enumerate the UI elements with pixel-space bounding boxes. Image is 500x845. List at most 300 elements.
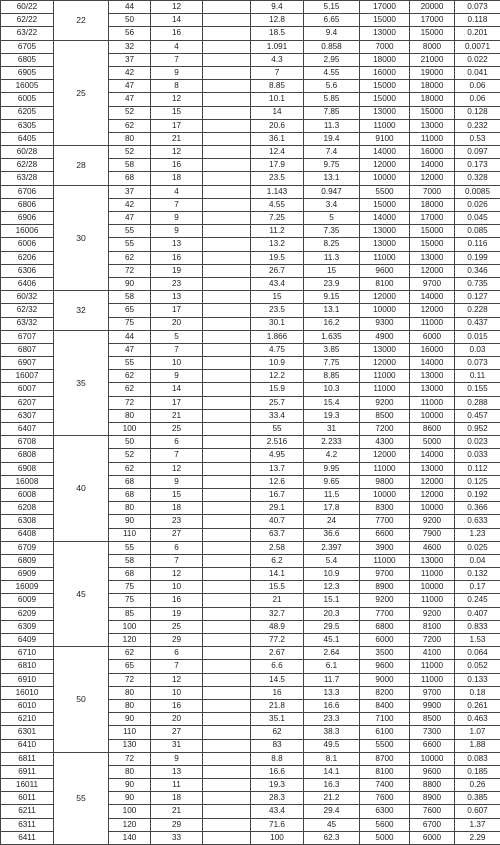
dynamic-load-cell: 30.1 (251, 317, 304, 330)
oil-speed-cell: 7200 (410, 634, 455, 647)
outer-diameter-cell: 90 (109, 713, 151, 726)
bearing-code-cell: 6010 (1, 699, 54, 712)
weight-cell: 0.11 (455, 370, 500, 383)
weight-cell: 0.833 (455, 620, 500, 633)
grease-speed-cell: 13000 (360, 27, 410, 40)
oil-speed-cell: 8800 (410, 779, 455, 792)
dynamic-load-cell: 6.2 (251, 554, 304, 567)
oil-speed-cell: 20000 (410, 1, 455, 14)
bearing-code-cell: 6308 (1, 515, 54, 528)
grease-speed-cell: 5500 (360, 185, 410, 198)
weight-cell: 0.735 (455, 277, 500, 290)
table-row (1, 436, 500, 449)
outer-diameter-cell: 62 (109, 462, 151, 475)
oil-speed-cell: 13000 (410, 251, 455, 264)
bearing-code-cell: 16007 (1, 370, 54, 383)
grease-speed-cell: 3500 (360, 647, 410, 660)
width-cell: 18 (151, 792, 203, 805)
grease-speed-cell: 8500 (360, 409, 410, 422)
blank-cell (203, 462, 251, 475)
weight-cell: 0.53 (455, 132, 500, 145)
blank-cell (203, 119, 251, 132)
bearing-code-cell: 6009 (1, 594, 54, 607)
weight-cell: 0.127 (455, 291, 500, 304)
weight-cell: 0.112 (455, 462, 500, 475)
width-cell: 17 (151, 396, 203, 409)
grease-speed-cell: 13000 (360, 106, 410, 119)
weight-cell: 0.201 (455, 27, 500, 40)
dynamic-load-cell: 7.25 (251, 212, 304, 225)
static-load-cell: 8.25 (304, 238, 360, 251)
outer-diameter-cell: 58 (109, 554, 151, 567)
width-cell: 12 (151, 673, 203, 686)
bearing-code-cell: 6709 (1, 541, 54, 554)
dynamic-load-cell: 77.2 (251, 634, 304, 647)
oil-speed-cell: 9900 (410, 699, 455, 712)
oil-speed-cell: 9600 (410, 765, 455, 778)
dynamic-load-cell: 4.75 (251, 343, 304, 356)
grease-speed-cell: 9600 (360, 264, 410, 277)
outer-diameter-cell: 42 (109, 198, 151, 211)
static-load-cell: 3.4 (304, 198, 360, 211)
dynamic-load-cell: 83 (251, 739, 304, 752)
weight-cell: 0.155 (455, 383, 500, 396)
oil-speed-cell: 9700 (410, 277, 455, 290)
grease-speed-cell: 7000 (360, 40, 410, 53)
static-load-cell: 6.65 (304, 14, 360, 27)
dynamic-load-cell: 12.6 (251, 475, 304, 488)
dynamic-load-cell: 63.7 (251, 528, 304, 541)
outer-diameter-cell: 55 (109, 541, 151, 554)
bearing-code-cell: 6205 (1, 106, 54, 119)
grease-speed-cell: 6100 (360, 726, 410, 739)
static-load-cell: 11.3 (304, 119, 360, 132)
width-cell: 20 (151, 713, 203, 726)
width-cell: 33 (151, 831, 203, 844)
weight-cell: 0.328 (455, 172, 500, 185)
weight-cell: 0.052 (455, 660, 500, 673)
outer-diameter-cell: 62 (109, 647, 151, 660)
weight-cell: 0.18 (455, 686, 500, 699)
weight-cell: 1.53 (455, 634, 500, 647)
static-load-cell: 2.64 (304, 647, 360, 660)
weight-cell: 0.232 (455, 119, 500, 132)
static-load-cell: 38.3 (304, 726, 360, 739)
outer-diameter-cell: 75 (109, 594, 151, 607)
outer-diameter-cell: 37 (109, 53, 151, 66)
blank-cell (203, 409, 251, 422)
grease-speed-cell: 6000 (360, 634, 410, 647)
oil-speed-cell: 17000 (410, 212, 455, 225)
dynamic-load-cell: 4.95 (251, 449, 304, 462)
dynamic-load-cell: 2.58 (251, 541, 304, 554)
static-load-cell: 17.8 (304, 502, 360, 515)
dynamic-load-cell: 23.5 (251, 304, 304, 317)
static-load-cell: 15 (304, 264, 360, 277)
inner-diameter-cell: 45 (54, 541, 109, 647)
weight-cell: 0.199 (455, 251, 500, 264)
static-load-cell: 29.5 (304, 620, 360, 633)
oil-speed-cell: 16000 (410, 146, 455, 159)
bearing-code-cell: 6410 (1, 739, 54, 752)
bearing-code-cell: 63/22 (1, 27, 54, 40)
grease-speed-cell: 4900 (360, 330, 410, 343)
oil-speed-cell: 6000 (410, 330, 455, 343)
dynamic-load-cell: 62 (251, 726, 304, 739)
dynamic-load-cell: 15.5 (251, 581, 304, 594)
blank-cell (203, 620, 251, 633)
bearing-code-cell: 6707 (1, 330, 54, 343)
grease-speed-cell: 9700 (360, 568, 410, 581)
outer-diameter-cell: 58 (109, 291, 151, 304)
oil-speed-cell: 18000 (410, 80, 455, 93)
width-cell: 6 (151, 647, 203, 660)
blank-cell (203, 238, 251, 251)
dynamic-load-cell: 10.1 (251, 93, 304, 106)
static-load-cell: 9.15 (304, 291, 360, 304)
weight-cell: 0.228 (455, 304, 500, 317)
oil-speed-cell: 15000 (410, 225, 455, 238)
oil-speed-cell: 8600 (410, 423, 455, 436)
grease-speed-cell: 10000 (360, 172, 410, 185)
static-load-cell: 11.7 (304, 673, 360, 686)
blank-cell (203, 80, 251, 93)
outer-diameter-cell: 80 (109, 699, 151, 712)
oil-speed-cell: 14000 (410, 159, 455, 172)
width-cell: 10 (151, 581, 203, 594)
blank-cell (203, 594, 251, 607)
grease-speed-cell: 8100 (360, 765, 410, 778)
oil-speed-cell: 9700 (410, 686, 455, 699)
grease-speed-cell: 10000 (360, 304, 410, 317)
grease-speed-cell: 11000 (360, 251, 410, 264)
static-load-cell: 15.1 (304, 594, 360, 607)
static-load-cell: 16.3 (304, 779, 360, 792)
weight-cell: 0.132 (455, 568, 500, 581)
blank-cell (203, 515, 251, 528)
inner-diameter-cell: 55 (54, 752, 109, 844)
oil-speed-cell: 7900 (410, 528, 455, 541)
grease-speed-cell: 5000 (360, 831, 410, 844)
outer-diameter-cell: 110 (109, 726, 151, 739)
bearing-code-cell: 62/32 (1, 304, 54, 317)
dynamic-load-cell: 16 (251, 686, 304, 699)
weight-cell: 1.23 (455, 528, 500, 541)
bearing-code-cell: 6411 (1, 831, 54, 844)
table-row (1, 40, 500, 53)
outer-diameter-cell: 65 (109, 304, 151, 317)
width-cell: 15 (151, 488, 203, 501)
static-load-cell: 49.5 (304, 739, 360, 752)
oil-speed-cell: 16000 (410, 343, 455, 356)
weight-cell: 0.407 (455, 607, 500, 620)
oil-speed-cell: 12000 (410, 172, 455, 185)
outer-diameter-cell: 62 (109, 119, 151, 132)
weight-cell: 0.185 (455, 765, 500, 778)
blank-cell (203, 568, 251, 581)
static-load-cell: 36.6 (304, 528, 360, 541)
dynamic-load-cell: 55 (251, 423, 304, 436)
dynamic-load-cell: 12.4 (251, 146, 304, 159)
grease-speed-cell: 9300 (360, 317, 410, 330)
oil-speed-cell: 8500 (410, 713, 455, 726)
bearing-code-cell: 6008 (1, 488, 54, 501)
oil-speed-cell: 7300 (410, 726, 455, 739)
outer-diameter-cell: 68 (109, 488, 151, 501)
inner-diameter-cell: 32 (54, 291, 109, 331)
static-load-cell: 16.2 (304, 317, 360, 330)
static-load-cell: 6.1 (304, 660, 360, 673)
width-cell: 5 (151, 330, 203, 343)
grease-speed-cell: 6300 (360, 805, 410, 818)
dynamic-load-cell: 12.2 (251, 370, 304, 383)
weight-cell: 0.033 (455, 449, 500, 462)
grease-speed-cell: 8300 (360, 502, 410, 515)
static-load-cell: 8.1 (304, 752, 360, 765)
bearing-code-cell: 16005 (1, 80, 54, 93)
static-load-cell: 2.95 (304, 53, 360, 66)
dynamic-load-cell: 16.6 (251, 765, 304, 778)
weight-cell: 0.437 (455, 317, 500, 330)
bearing-code-cell: 6011 (1, 792, 54, 805)
width-cell: 6 (151, 436, 203, 449)
blank-cell (203, 330, 251, 343)
static-load-cell: 23.3 (304, 713, 360, 726)
static-load-cell: 0.947 (304, 185, 360, 198)
width-cell: 21 (151, 409, 203, 422)
dynamic-load-cell: 16.7 (251, 488, 304, 501)
oil-speed-cell: 11000 (410, 594, 455, 607)
oil-speed-cell: 13000 (410, 462, 455, 475)
inner-diameter-cell: 22 (54, 1, 109, 41)
dynamic-load-cell: 18.5 (251, 27, 304, 40)
width-cell: 16 (151, 594, 203, 607)
weight-cell: 0.952 (455, 423, 500, 436)
bearing-code-cell: 6806 (1, 198, 54, 211)
oil-speed-cell: 8000 (410, 40, 455, 53)
static-load-cell: 8.85 (304, 370, 360, 383)
outer-diameter-cell: 85 (109, 607, 151, 620)
outer-diameter-cell: 52 (109, 449, 151, 462)
bearing-code-cell: 6405 (1, 132, 54, 145)
oil-speed-cell: 18000 (410, 93, 455, 106)
weight-cell: 0.097 (455, 146, 500, 159)
width-cell: 7 (151, 198, 203, 211)
blank-cell (203, 765, 251, 778)
blank-cell (203, 541, 251, 554)
bearing-code-cell: 6811 (1, 752, 54, 765)
blank-cell (203, 93, 251, 106)
dynamic-load-cell: 28.3 (251, 792, 304, 805)
oil-speed-cell: 8100 (410, 620, 455, 633)
outer-diameter-cell: 62 (109, 370, 151, 383)
bearing-code-cell: 6209 (1, 607, 54, 620)
grease-speed-cell: 9000 (360, 673, 410, 686)
width-cell: 16 (151, 159, 203, 172)
blank-cell (203, 185, 251, 198)
oil-speed-cell: 5000 (410, 436, 455, 449)
outer-diameter-cell: 72 (109, 264, 151, 277)
width-cell: 27 (151, 726, 203, 739)
blank-cell (203, 53, 251, 66)
oil-speed-cell: 12000 (410, 488, 455, 501)
blank-cell (203, 27, 251, 40)
blank-cell (203, 343, 251, 356)
oil-speed-cell: 10000 (410, 409, 455, 422)
oil-speed-cell: 13000 (410, 119, 455, 132)
static-load-cell: 5 (304, 212, 360, 225)
dynamic-load-cell: 21.8 (251, 699, 304, 712)
dynamic-load-cell: 36.1 (251, 132, 304, 145)
bearing-code-cell: 16008 (1, 475, 54, 488)
dynamic-load-cell: 4.3 (251, 53, 304, 66)
grease-speed-cell: 12000 (360, 449, 410, 462)
blank-cell (203, 581, 251, 594)
bearing-code-cell: 6807 (1, 343, 54, 356)
outer-diameter-cell: 120 (109, 634, 151, 647)
static-load-cell: 7.75 (304, 357, 360, 370)
width-cell: 19 (151, 264, 203, 277)
blank-cell (203, 805, 251, 818)
width-cell: 16 (151, 27, 203, 40)
weight-cell: 0.06 (455, 93, 500, 106)
static-load-cell: 2.397 (304, 541, 360, 554)
oil-speed-cell: 11000 (410, 132, 455, 145)
bearing-code-cell: 6708 (1, 436, 54, 449)
table-row (1, 1, 500, 14)
dynamic-load-cell: 15 (251, 291, 304, 304)
grease-speed-cell: 9200 (360, 594, 410, 607)
oil-speed-cell: 17000 (410, 14, 455, 27)
bearing-code-cell: 63/32 (1, 317, 54, 330)
dynamic-load-cell: 10.9 (251, 357, 304, 370)
blank-cell (203, 357, 251, 370)
dynamic-load-cell: 20.6 (251, 119, 304, 132)
weight-cell: 0.457 (455, 409, 500, 422)
dynamic-load-cell: 6.6 (251, 660, 304, 673)
static-load-cell: 10.9 (304, 568, 360, 581)
weight-cell: 0.128 (455, 106, 500, 119)
static-load-cell: 15.4 (304, 396, 360, 409)
dynamic-load-cell: 12.8 (251, 14, 304, 27)
static-load-cell: 29.4 (304, 805, 360, 818)
bearing-code-cell: 6705 (1, 40, 54, 53)
outer-diameter-cell: 55 (109, 225, 151, 238)
static-load-cell: 13.1 (304, 304, 360, 317)
static-load-cell: 14.1 (304, 765, 360, 778)
inner-diameter-cell: 25 (54, 40, 109, 146)
dynamic-load-cell: 9.4 (251, 1, 304, 14)
grease-speed-cell: 14000 (360, 212, 410, 225)
weight-cell: 0.06 (455, 80, 500, 93)
bearing-code-cell: 6210 (1, 713, 54, 726)
dynamic-load-cell: 7 (251, 66, 304, 79)
bearing-code-cell: 6301 (1, 726, 54, 739)
bearing-code-cell: 6809 (1, 554, 54, 567)
static-load-cell: 5.15 (304, 1, 360, 14)
oil-speed-cell: 8900 (410, 792, 455, 805)
static-load-cell: 7.85 (304, 106, 360, 119)
dynamic-load-cell: 71.6 (251, 818, 304, 831)
weight-cell: 0.17 (455, 581, 500, 594)
static-load-cell: 19.4 (304, 132, 360, 145)
bearing-code-cell: 6207 (1, 396, 54, 409)
width-cell: 7 (151, 449, 203, 462)
blank-cell (203, 277, 251, 290)
width-cell: 11 (151, 779, 203, 792)
blank-cell (203, 66, 251, 79)
blank-cell (203, 686, 251, 699)
bearing-code-cell: 6309 (1, 620, 54, 633)
grease-speed-cell: 9100 (360, 132, 410, 145)
static-load-cell: 24 (304, 515, 360, 528)
static-load-cell: 7.4 (304, 146, 360, 159)
blank-cell (203, 423, 251, 436)
width-cell: 13 (151, 765, 203, 778)
width-cell: 15 (151, 106, 203, 119)
grease-speed-cell: 7600 (360, 792, 410, 805)
outer-diameter-cell: 140 (109, 831, 151, 844)
weight-cell: 0.0085 (455, 185, 500, 198)
oil-speed-cell: 11000 (410, 396, 455, 409)
blank-cell (203, 660, 251, 673)
weight-cell: 0.288 (455, 396, 500, 409)
grease-speed-cell: 8100 (360, 277, 410, 290)
weight-cell: 0.118 (455, 14, 500, 27)
blank-cell (203, 159, 251, 172)
grease-speed-cell: 8900 (360, 581, 410, 594)
weight-cell: 0.04 (455, 554, 500, 567)
dynamic-load-cell: 13.2 (251, 238, 304, 251)
dynamic-load-cell: 43.4 (251, 277, 304, 290)
weight-cell: 0.192 (455, 488, 500, 501)
grease-speed-cell: 5500 (360, 739, 410, 752)
oil-speed-cell: 13000 (410, 554, 455, 567)
grease-speed-cell: 9800 (360, 475, 410, 488)
dynamic-load-cell: 8.8 (251, 752, 304, 765)
grease-speed-cell: 7200 (360, 423, 410, 436)
oil-speed-cell: 13000 (410, 370, 455, 383)
table-row (1, 291, 500, 304)
outer-diameter-cell: 42 (109, 66, 151, 79)
bearing-code-cell: 16009 (1, 581, 54, 594)
outer-diameter-cell: 120 (109, 818, 151, 831)
dynamic-load-cell: 1.866 (251, 330, 304, 343)
grease-speed-cell: 12000 (360, 357, 410, 370)
grease-speed-cell: 14000 (360, 146, 410, 159)
bearing-code-cell: 6206 (1, 251, 54, 264)
outer-diameter-cell: 100 (109, 423, 151, 436)
outer-diameter-cell: 80 (109, 686, 151, 699)
static-load-cell: 9.95 (304, 462, 360, 475)
oil-speed-cell: 19000 (410, 66, 455, 79)
outer-diameter-cell: 72 (109, 752, 151, 765)
outer-diameter-cell: 50 (109, 14, 151, 27)
width-cell: 13 (151, 238, 203, 251)
weight-cell: 0.083 (455, 752, 500, 765)
dynamic-load-cell: 13.7 (251, 462, 304, 475)
bearing-code-cell: 6810 (1, 660, 54, 673)
grease-speed-cell: 15000 (360, 14, 410, 27)
table-row (1, 146, 500, 159)
grease-speed-cell: 15000 (360, 93, 410, 106)
dynamic-load-cell: 19.3 (251, 779, 304, 792)
table-row (1, 185, 500, 198)
weight-cell: 0.385 (455, 792, 500, 805)
weight-cell: 0.633 (455, 515, 500, 528)
width-cell: 9 (151, 66, 203, 79)
bearing-code-cell: 6710 (1, 647, 54, 660)
